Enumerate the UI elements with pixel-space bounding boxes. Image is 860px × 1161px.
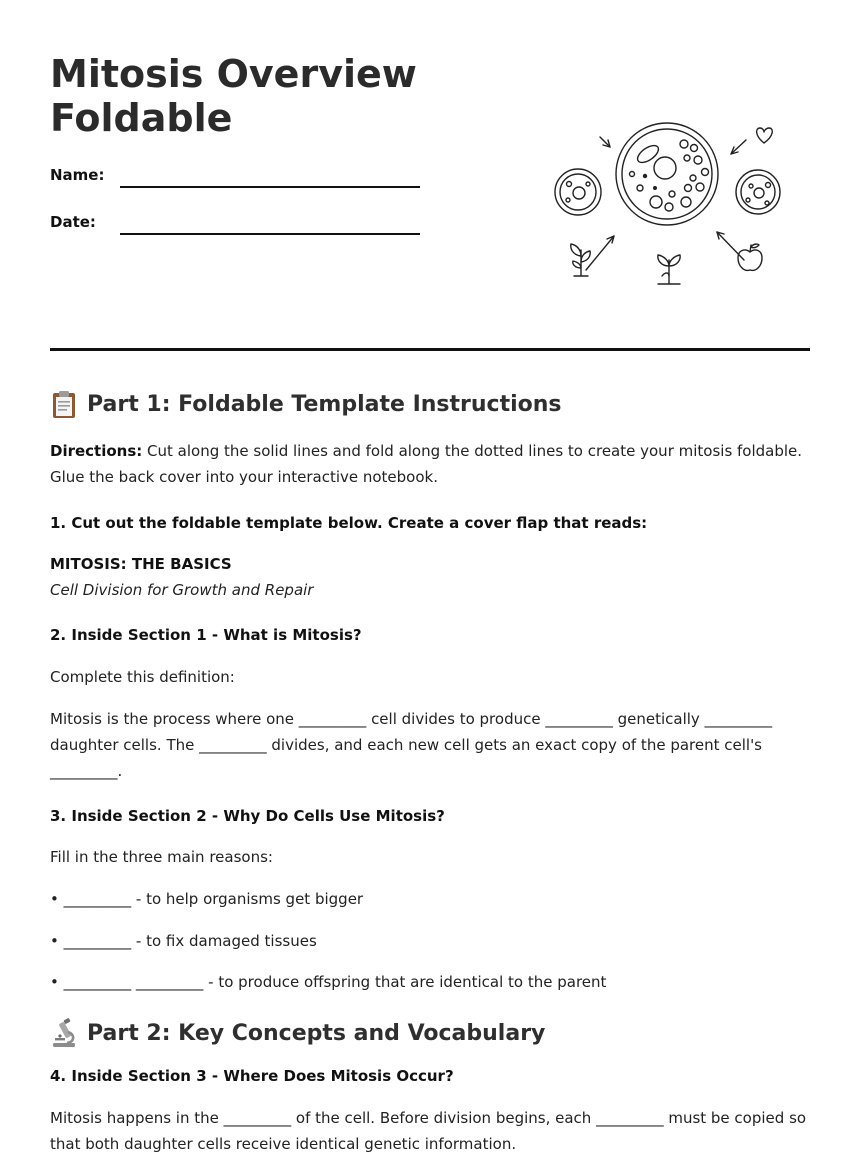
fill-prompt: Fill in the three main reasons:: [50, 848, 273, 866]
part2-heading-text: Part 2: Key Concepts and Vocabulary: [87, 1020, 546, 1046]
part1-heading: [50, 384, 810, 424]
reason-item: • _________ - to help organisms get bigger: [50, 890, 364, 908]
microscope-icon: [50, 1018, 78, 1048]
header-divider: [50, 348, 810, 351]
step-1: 1. Cut out the foldable template below. Create a cover flap that reads:: [50, 514, 648, 532]
directions: [50, 438, 810, 490]
name-line[interactable]: [120, 186, 420, 188]
date-label: Date:: [50, 213, 96, 231]
clipboard-icon: [50, 389, 78, 419]
worksheet-content: [50, 384, 810, 1157]
cover-subtitle: Cell Division for Growth and Repair: [50, 581, 314, 599]
part2-heading: [50, 1013, 810, 1053]
step-4: 4. Inside Section 3 - Where Does Mitosis Occur?: [50, 1067, 454, 1085]
directions-text: Cut along the solid lines and fold along the dotted lines to create your mitosis foldable. Glue the back cover into your interactive notebook.: [50, 442, 803, 486]
part1-heading-text: Part 1: Foldable Template Instructions: [87, 391, 562, 417]
name-field: [50, 166, 430, 190]
date-field: [50, 213, 430, 237]
cover-title: MITOSIS: THE BASICS: [50, 555, 232, 573]
directions-label: Directions:: [50, 442, 143, 460]
page-title: Mitosis Overview Foldable: [50, 52, 417, 140]
reason-item: • _________ _________ - to produce offspring that are identical to the parent: [50, 973, 607, 991]
mitosis-location-text: Mitosis happens in the _________ of the cell. Before division begins, each _________ must be copied so that both daughter cells receive identical genetic information.: [50, 1109, 807, 1153]
reason-item: • _________ - to fix damaged tissues: [50, 932, 317, 950]
step-3: 3. Inside Section 2 - Why Do Cells Use Mitosis?: [50, 807, 445, 825]
mitosis-definition: Mitosis is the process where one _________ cell divides to produce _________ genetically _________ daughter cells. The _________ divides, and each new cell gets an exact copy of the parent cell's _________.: [50, 710, 773, 780]
cell-growth-illustration: [548, 116, 788, 288]
name-label: Name:: [50, 166, 105, 184]
step-2: 2. Inside Section 1 - What is Mitosis?: [50, 626, 362, 644]
complete-prompt: Complete this definition:: [50, 668, 235, 686]
date-line[interactable]: [120, 233, 420, 235]
